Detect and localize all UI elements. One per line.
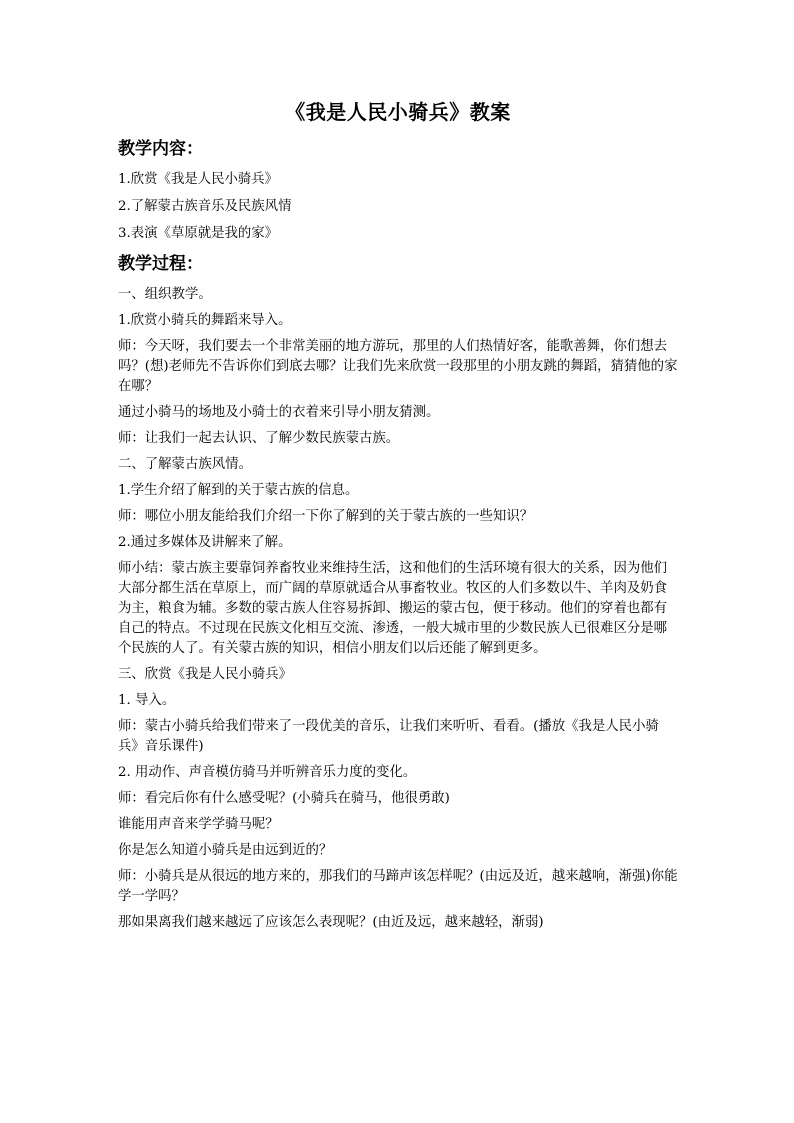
content-item: 3.表演《草原就是我的家》 [118, 226, 279, 241]
paragraph: 1. 导入。 [118, 693, 176, 708]
paragraph: 师小结：蒙古族主要靠饲养畜牧业来维持生活，这和他们的生活环境有很大的关系，因为他们大部分都生活在草原上，而广阔的草原就适合从事畜牧业。牧区的人们多数以牛、羊肉及奶食为主，粮食为辅。多数的蒙古族人住容易拆卸、搬运的蒙古包，便于移动。他们的穿着也都有自己的特点。不过现在民族文化相互交流、渗透，一般大城市里的少数民族人已很难区分是哪个民族的人了。有关蒙古族的知识，相信小朋友们以后还能了解到更多。 [118, 561, 668, 656]
paragraph: 师：蒙古小骑兵给我们带来了一段优美的音乐，让我们来听听、看看。(播放《我是人民小骑兵》音乐课件) [118, 719, 659, 754]
paragraph: 谁能用声音来学学骑马呢？ [118, 817, 279, 832]
document-title: 《我是人民小骑兵》教案 [285, 100, 511, 124]
paragraph: 二、了解蒙古族风情。 [118, 457, 252, 472]
content-item: 2.了解蒙古族音乐及民族风情 [118, 199, 292, 214]
paragraph: 一、组织教学。 [118, 287, 212, 302]
paragraph: 2.通过多媒体及讲解来了解。 [118, 535, 292, 550]
section-heading-teaching-process: 教学过程： [118, 254, 203, 274]
paragraph: 2. 用动作、声音模仿骑马并听辨音乐力度的变化。 [118, 765, 417, 780]
paragraph: 三、欣赏《我是人民小骑兵》 [118, 667, 293, 682]
paragraph: 师：哪位小朋友能给我们介绍一下你了解到的关于蒙古族的一些知识？ [118, 509, 534, 524]
paragraph: 1.学生介绍了解到的关于蒙古族的信息。 [118, 483, 359, 498]
paragraph: 师：小骑兵是从很远的地方来的，那我们的马蹄声该怎样呢？(由远及近，越来越响，渐强)你能学一学吗？ [118, 869, 678, 904]
paragraph: 1.欣赏小骑兵的舞蹈来导入。 [118, 313, 292, 328]
paragraph: 师：看完后你有什么感受呢？(小骑兵在骑马，他很勇敢) [118, 791, 450, 806]
paragraph: 师：让我们一起去认识、了解少数民族蒙古族。 [118, 431, 400, 446]
paragraph: 通过小骑马的场地及小骑士的衣着来引导小朋友猜测。 [118, 405, 440, 420]
paragraph: 你是怎么知道小骑兵是由远到近的？ [118, 843, 333, 858]
paragraph: 那如果离我们越来越远了应该怎么表现呢？(由近及远，越来越轻，渐弱) [118, 915, 544, 930]
paragraph: 师：今天呀，我们要去一个非常美丽的地方游玩，那里的人们热情好客，能歌善舞，你们想去吗？(想)老师先不告诉你们到底去哪？让我们先来欣赏一段那里的小朋友跳的舞蹈，猜猜他的家在哪？ [118, 339, 678, 394]
content-item: 1.欣赏《我是人民小骑兵》 [118, 172, 279, 187]
section-heading-teaching-content: 教学内容： [118, 139, 203, 159]
